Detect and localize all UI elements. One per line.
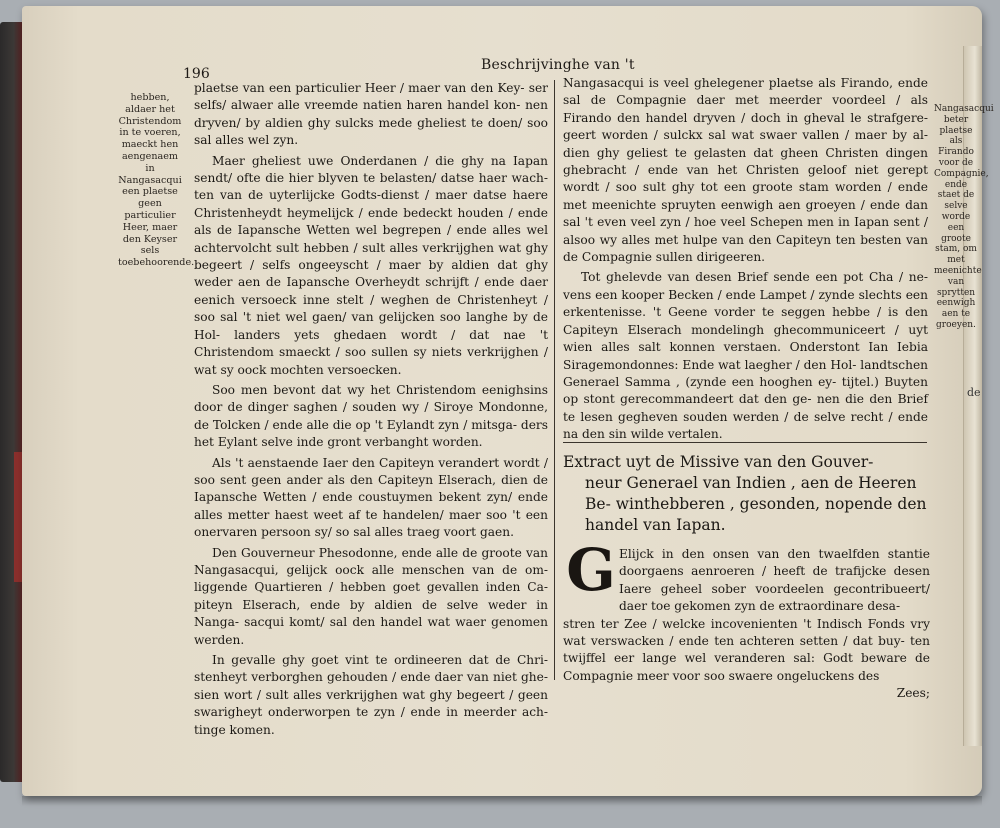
- page-shadow: [22, 796, 982, 806]
- right-paragraph: Tot ghelevde van desen Brief sende een pot Cha / ne- vens een kooper Becken / ende Lampet / zynde slechts een erkentenisse. 't Geene vorder te seggen hebbe / is den Capiteyn Elserach mondelingh ghecommuniceert / uyt wien alles salt konnen verstaen. Onderstont Ian Iebia Siragemondonnes: Ende wat laegher / den Hol- landtschen Generael Samma , (zynde een hooghen ey- tijtel.) Buyten op stont gerecommandeert dat den ge- nen die den Brief te lesen gegheven souden werden / de selve recht / ende na den sin wilde vertalen.: [563, 270, 928, 442]
- extract-heading: [563, 452, 933, 536]
- right-paragraph: Nangasacqui is veel ghelegener plaetse als Firando, ende sal de Compagnie daer met meerder voordeel / als Firando den handel dryven / doch in gheval le strafgere- geert worden / sulckx sal wat swaer vallen / maer by al- dien ghy geliest te gelasten dat gheen Christen dingen ghebracht / ende van het Christen geloof niet gerept wordt / soo sult ghy tot een groote stam worden / ende met meenichte spruyten eenwigh aen groeyen / ende dan sal 't even veel zyn / hoe veel Schepen men in Iapan sent / alsoo wy alles met hulpe van den Capiteyn ten besten van de Compagnie sullen dirigeeren.: [563, 76, 928, 265]
- running-head: Beschrijvinghe van 't: [481, 57, 635, 73]
- next-leaf-fragment: de: [967, 386, 981, 399]
- extract-heading-line-1: Extract uyt de Missive van den Gouver-: [563, 453, 874, 471]
- margin-note-right: Nangasacqui beter plaetse als Firando voor de Compagnie, ende staet de selve worde een groote stam, om met meenichte van sprytten eenwigh aen te groeyen.: [934, 104, 994, 330]
- left-paragraph: Maer gheliest uwe Onderdanen / die ghy na Iapan sendt/ ofte die hier blyven te belasten/ datse haer wach- ten van de uyterlijcke Godts-dienst / maer datse haere Christenheydt heymelijck / ende bedeckt houden / ende als de Iapansche Wetten wel begrepen / ende alles wel achtervolcht sult hebben / sult alles verkrijghen wat ghy begeert / selfs ongeeyscht / maer by aldien dat ghy weder aen de Iapansche Overheydt schrijft / ende daer eenich versoeck inne stelt / weghen de Christenheyt / soo sal 't niet wel gaen/ van gelijcken soo langhe by de Hol- landers yets ghedaen wordt / dat nae 't Christendom smaeckt / soo sullen sy niets verkrijghen / wat sy oock mochten versoecken.: [194, 153, 548, 377]
- page-number: 196: [183, 66, 210, 82]
- extract-paragraph-rest: stren ter Zee / welcke incovenienten 't Indisch Fonds vry wat verswacken / ende ten achteren setten / dat buy- ten twijffel eer lange wel veranderen sal: Godt beware de Compagnie meer voor soo swaere ongeluckens des: [563, 616, 930, 683]
- margin-note-left: hebben, aldaer het Christendom in te voeren, maeckt hen aengenaem in Nangasacqui een plaetse geen particulier Heer, maer den Keyser sels toebehoorende.: [118, 92, 195, 269]
- left-paragraph: In gevalle ghy goet vint te ordineeren dat de Chri- stenheyt verborghen gehouden / ende daer van niet ghe- sien wort / sult alles verkrijghen wat ghy begeert / geen swarigheyt onderworpen te zyn / ende in meerder ach- tinge komen.: [194, 653, 548, 737]
- drop-capital: G: [566, 536, 616, 604]
- left-paragraph: Soo men bevont dat wy het Christendom eenighsins door de dinger saghen / souden wy / Siroye Mondonne, de Tolcken / ende alle die op 't Eylandt zyn / mitsga- ders het Eylant selve inde gront verbanght worden.: [194, 382, 548, 450]
- extract-heading-line-2: neur Generael van Indien , aen de Heeren Be- winthebberen , gesonden, nopende den handel van Iapan.: [585, 474, 927, 534]
- right-column: [563, 75, 928, 444]
- extract-body: [563, 546, 930, 703]
- left-paragraph: plaetse van een particulier Heer / maer van den Key- ser selfs/ alwaer alle vreemde natien haren handel kon- nen dryven/ by aldien ghy sulcks mede gheliest te doen/ soo sal alles wel zyn.: [194, 81, 548, 148]
- column-divider: [554, 80, 555, 680]
- extract-paragraph-first: Elijck in den onsen van den twaelfden stantie doorgaens aenroeren / heeft de trafijcke desen Iaere geheel sober voordeelen gecontribueert/ daer toe gekomen zyn de extraordinare desa-: [619, 547, 930, 614]
- left-paragraph: Den Gouverneur Phesodonne, ende alle de groote van Nangasacqui, gelijck oock alle menschen van de om- liggende Quartieren / hebben goet gevallen inden Ca- piteyn Elserach, ende by aldien de selve weder in Nanga- sacqui komt/ sal den handel wat waer genomen werden.: [194, 545, 548, 647]
- left-paragraph: Als 't aenstaende Iaer den Capiteyn verandert wordt / soo sent geen ander als den Capiteyn Elserach, dien de Iapansche Wetten / ende coustuymen bekent zyn/ ende alles metter haest weet af te handelen/ maer soo 't een onervaren persoon sy/ so sal alles traeg voort gaen.: [194, 455, 548, 540]
- section-rule: [563, 442, 927, 443]
- left-column: [194, 80, 548, 739]
- catchword: Zees;: [896, 686, 930, 701]
